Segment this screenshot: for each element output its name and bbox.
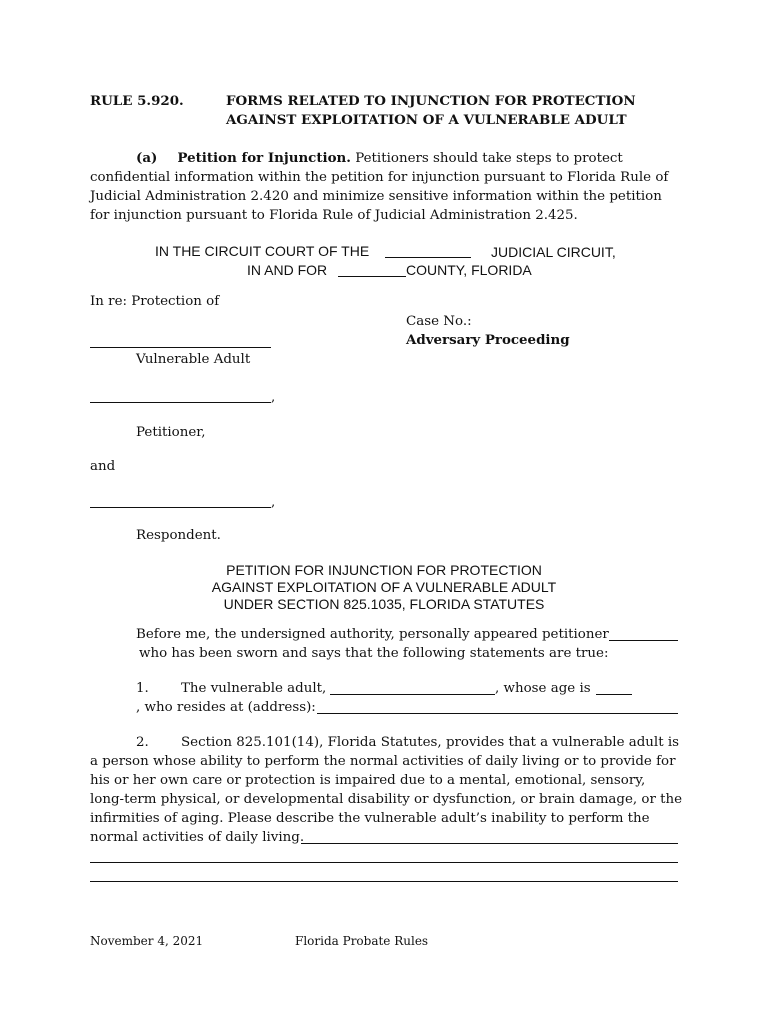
respondent-comma: , — [271, 495, 276, 510]
petition-title-line3: UNDER SECTION 825.1035, FLORIDA STATUTES — [223, 596, 545, 612]
item1-number: 1. — [136, 681, 149, 696]
section-a-line1-text: Petitioners should take steps to protect — [355, 151, 623, 166]
adversary-proceeding-label: Adversary Proceeding — [406, 332, 570, 348]
petitioner-comma: , — [271, 390, 276, 405]
section-a-marker: (a) — [136, 150, 158, 166]
respondent-label: Respondent. — [136, 528, 221, 543]
in-re-label: In re: Protection of — [90, 294, 220, 309]
circuit-number-blank[interactable] — [385, 257, 471, 258]
vulnerable-adult-name-blank[interactable] — [90, 347, 271, 348]
item2-number: 2. — [136, 735, 149, 750]
intro-line2: who has been sworn and says that the following statements are true: — [139, 646, 609, 661]
rule-title-line2: AGAINST EXPLOITATION OF A VULNERABLE ADULT — [226, 112, 627, 128]
petition-title-line1: PETITION FOR INJUNCTION FOR PROTECTION — [226, 562, 542, 578]
item1-text-b: , whose age is — [495, 681, 591, 696]
address-field[interactable] — [317, 713, 678, 714]
age-field[interactable] — [596, 694, 632, 695]
item2-line5: infirmities of aging. Please describe the vulnerable adult’s inability to perform the — [90, 811, 650, 826]
item2-line6: normal activities of daily living. — [90, 830, 305, 845]
section-a-line1 — [136, 149, 623, 168]
rule-number: RULE 5.920. — [90, 93, 184, 109]
court-line2-a: IN AND FOR — [247, 262, 328, 278]
petitioner-appeared-blank[interactable] — [609, 640, 678, 641]
case-number-label: Case No.: — [406, 314, 472, 329]
item2-line1: Section 825.101(14), Florida Statutes, provides that a vulnerable adult is — [181, 735, 680, 750]
footer-source: Florida Probate Rules — [295, 934, 429, 948]
petitioner-label: Petitioner, — [136, 425, 206, 440]
petitioner-name-blank[interactable] — [90, 402, 271, 403]
section-a-line2: confidential information within the petition for injunction pursuant to Florida Rule of — [90, 170, 669, 185]
vulnerable-adult-name-field[interactable] — [330, 694, 495, 695]
footer-date: November 4, 2021 — [90, 934, 204, 948]
county-blank[interactable] — [338, 276, 406, 277]
court-line1-a: IN THE CIRCUIT COURT OF THE — [155, 243, 370, 259]
daily-living-field-line3[interactable] — [90, 881, 678, 882]
section-a-line3: Judicial Administration 2.420 and minimize sensitive information within the petition — [90, 189, 662, 204]
rule-title-line1: FORMS RELATED TO INJUNCTION FOR PROTECTION — [226, 93, 636, 109]
daily-living-field-line1[interactable] — [301, 843, 678, 844]
daily-living-field-line2[interactable] — [90, 862, 678, 863]
court-line1-b: JUDICIAL CIRCUIT, — [491, 244, 616, 260]
item2-line4: long-term physical, or developmental disability or dysfunction, or brain damage, or the — [90, 792, 683, 807]
section-a-heading: Petition for Injunction. — [177, 150, 351, 166]
item1-text-c: , who resides at (address): — [136, 700, 316, 715]
court-line2-b: COUNTY, FLORIDA — [406, 262, 532, 278]
item1-text-a: The vulnerable adult, — [181, 681, 327, 696]
vulnerable-adult-label: Vulnerable Adult — [136, 352, 251, 367]
item2-line2: a person whose ability to perform the normal activities of daily living or to provide for — [90, 754, 676, 769]
intro-line1: Before me, the undersigned authority, personally appeared petitioner — [136, 627, 609, 642]
respondent-name-blank[interactable] — [90, 507, 271, 508]
and-label: and — [90, 459, 116, 474]
section-a-line4: for injunction pursuant to Florida Rule of Judicial Administration 2.425. — [90, 208, 578, 223]
item2-line3: his or her own care or protection is impaired due to a mental, emotional, sensory, — [90, 773, 646, 788]
petition-title-line2: AGAINST EXPLOITATION OF A VULNERABLE ADULT — [211, 579, 557, 595]
